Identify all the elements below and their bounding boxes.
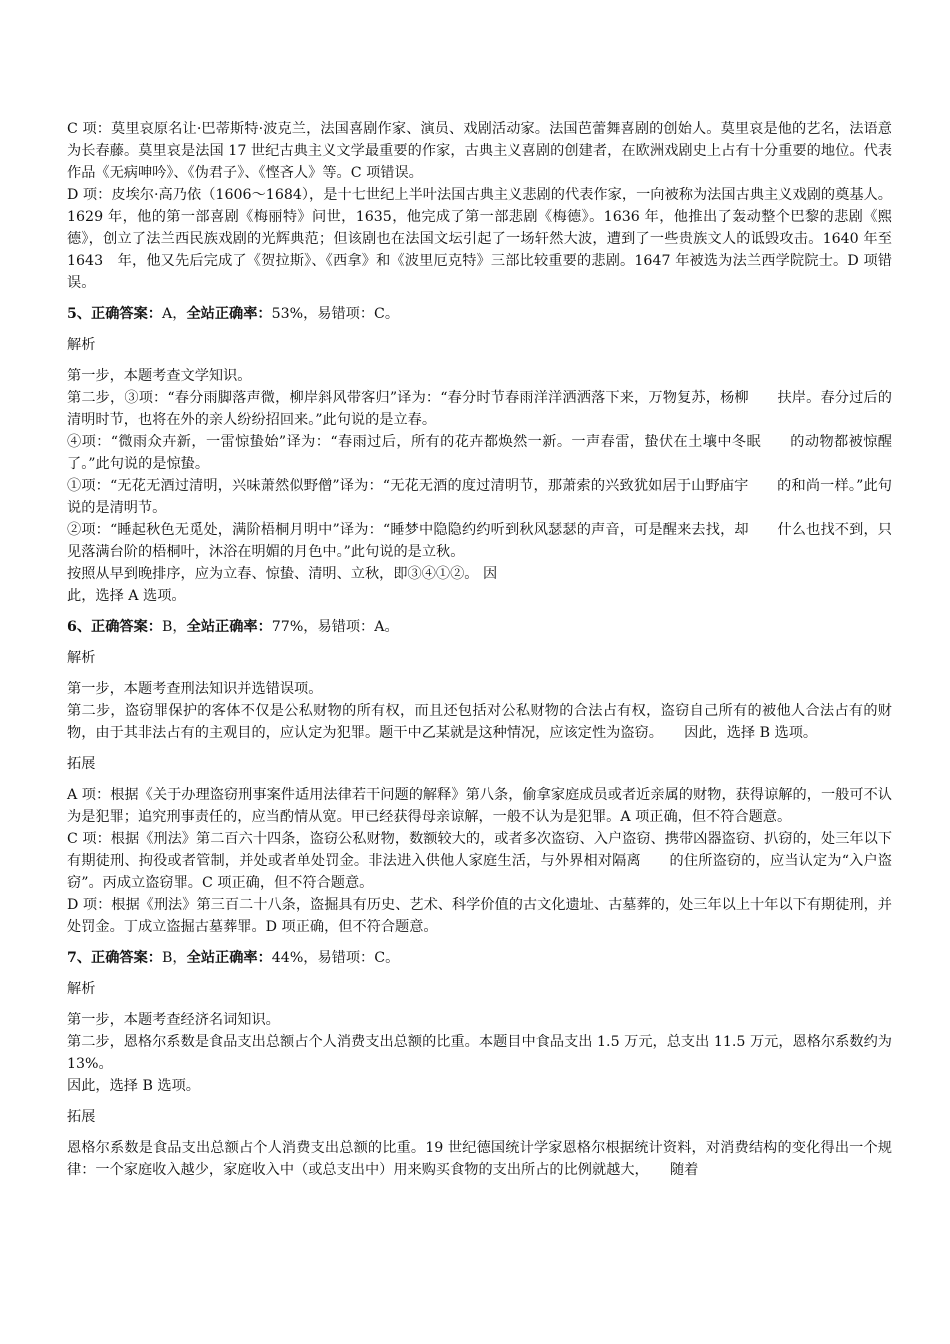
q6-extend-c: C 项：根据《刑法》第二百六十四条，盗窃公私财物，数额较大的，或者多次盗窃、入户盗窃、携带凶器盗窃、扒窃的，处三年以下有期徒刑、拘役或者管制，并处或者单处罚金。非法进入供他人家庭生活，与外界相对隔离 的住所盗窃的，应当认定为“入户盗窃”。丙成立盗窃罪。C 项正确，但不符合题意。 (67, 831, 892, 891)
q5-analysis-label: 解析 (67, 337, 96, 353)
q5-answer-label: 5、正确答案： (67, 306, 162, 322)
q6-answer-heading (67, 616, 892, 638)
q6-extend-d: D 项：根据《刑法》第三百二十八条，盗掘具有历史、艺术、科学价值的古文化遗址、古墓葬的，处三年以上十年以下有期徒刑，并处罚金。丁成立盗掘古墓葬罪。D 项正确，但不符合题意。 (67, 897, 892, 935)
q5-item-1: ①项：“无花无酒过清明，兴味萧然似野僧”译为：“无花无酒的度过清明节，那萧索的兴致犹如居于山野庙宇 的和尚一样。”此句说的是清明节。 (67, 478, 892, 516)
q7-answer-label: 7、正确答案： (67, 950, 162, 966)
q5-answer-value: A， (162, 306, 187, 322)
q5-accuracy-label: 全站正确率： (186, 306, 272, 322)
q7-extend-label: 拓展 (67, 1109, 96, 1125)
q5-accuracy-value: 53%，易错项：C。 (271, 306, 400, 322)
q6-step-2: 第二步，盗窃罪保护的客体不仅是公私财物的所有权，而且还包括对公私财物的合法占有权，盗窃自己所有的被他人合法占有的财物，由于其非法占有的主观目的，应认定为犯罪。题干中乙某就是这种情况，应该定性为盗窃。 因此，选择 B 选项。 (67, 703, 892, 741)
document-page (67, 118, 892, 1181)
q6-extend-label: 拓展 (67, 756, 96, 772)
q5-step-2: 第二步，③项：“春分雨脚落声微，柳岸斜风带客归”译为：“春分时节春雨洋洋洒洒落下来，万物复苏，杨柳 扶岸。春分过后的清明时节，也将在外的亲人纷纷招回来。”此句说的是立春。 (67, 390, 892, 428)
q7-accuracy-label: 全站正确率： (186, 950, 272, 966)
q5-item-4: ④项：“微雨众卉新，一雷惊蛰始”译为：“春雨过后，所有的花卉都焕然一新。一声春雷，蛰伏在土壤中冬眠 的动物都被惊醒了。”此句说的是惊蛰。 (67, 434, 892, 472)
q5-order: 按照从早到晚排序，应为立春、惊蛰、清明、立秋，即③④①②。 因 (67, 566, 498, 582)
q7-step-2: 第二步，恩格尔系数是食品支出总额占个人消费支出总额的比重。本题目中食品支出 1.5 万元，总支出 11.5 万元，恩格尔系数约为 13%。 (67, 1034, 892, 1072)
q7-answer-value: B， (162, 950, 187, 966)
q5-step-1: 第一步，本题考查文学知识。 (67, 368, 252, 384)
option-c-paragraph: C 项：莫里哀原名让·巴蒂斯特·波克兰，法国喜剧作家、演员、戏剧活动家。法国芭蕾舞喜剧的创始人。莫里哀是他的艺名，法语意为长春藤。莫里哀是法国 17 世纪古典主义文学最重要的作家，古典主义喜剧的创建者，在欧洲戏剧史上占有十分重要的地位。代表作品《无病呻吟》、《伪君子》、《悭吝人》等。C 项错误。 (67, 121, 892, 181)
q7-accuracy-value: 44%，易错项：C。 (271, 950, 400, 966)
option-d-paragraph: D 项：皮埃尔·高乃依（1606～1684），是十七世纪上半叶法国古典主义悲剧的代表作家，一向被称为法国古典主义戏剧的奠基人。1629 年，他的第一部喜剧《梅丽特》问世，1635，他完成了第一部悲剧《梅德》。1636 年，他推出了轰动整个巴黎的悲剧《熙德》，创立了法兰西民族戏剧的光辉典范；但该剧也在法国文坛引起了一场轩然大波，遭到了一些贵族文人的诋毁攻击。1640 年至 1643 年，他又先后完成了《贺拉斯》、《西拿》和《波里厄克特》三部比较重要的悲剧。1647 年被选为法兰西学院院士。D 项错误。 (67, 187, 892, 291)
q7-extend-text: 恩格尔系数是食品支出总额占个人消费支出总额的比重。19 世纪德国统计学家恩格尔根据统计资料，对消费结构的变化得出一个规律：一个家庭收入越少，家庭收入中（或总支出中）用来购买食物的支出所占的比例就越大， 随着 (67, 1140, 892, 1178)
q6-answer-label: 6、正确答案： (67, 619, 162, 635)
q7-answer-heading (67, 947, 892, 969)
q7-step-1: 第一步，本题考查经济名词知识。 (67, 1012, 280, 1028)
q6-extend-a: A 项：根据《关于办理盗窃刑事案件适用法律若干问题的解释》第八条，偷拿家庭成员或者近亲属的财物，获得谅解的，一般可不认为是犯罪；追究刑事责任的，应当酌情从宽。甲已经获得母亲谅解，一般不认为是犯罪。A 项正确，但不符合题意。 (67, 787, 892, 825)
q6-accuracy-value: 77%，易错项：A。 (271, 619, 399, 635)
q6-answer-value: B， (162, 619, 187, 635)
q7-analysis-label: 解析 (67, 981, 96, 997)
q6-step-1: 第一步，本题考查刑法知识并选错误项。 (67, 681, 323, 697)
q5-conclusion: 此，选择 A 选项。 (67, 588, 186, 604)
q6-accuracy-label: 全站正确率： (186, 619, 272, 635)
q5-item-2: ②项：“睡起秋色无觅处，满阶梧桐月明中”译为：“睡梦中隐隐约约听到秋风瑟瑟的声音，可是醒来去找，却 什么也找不到，只见落满台阶的梧桐叶，沐浴在明媚的月色中。”此句说的是立秋。 (67, 522, 892, 560)
q5-answer-heading (67, 303, 892, 325)
q6-analysis-label: 解析 (67, 650, 96, 666)
q7-conclusion: 因此，选择 B 选项。 (67, 1078, 200, 1094)
